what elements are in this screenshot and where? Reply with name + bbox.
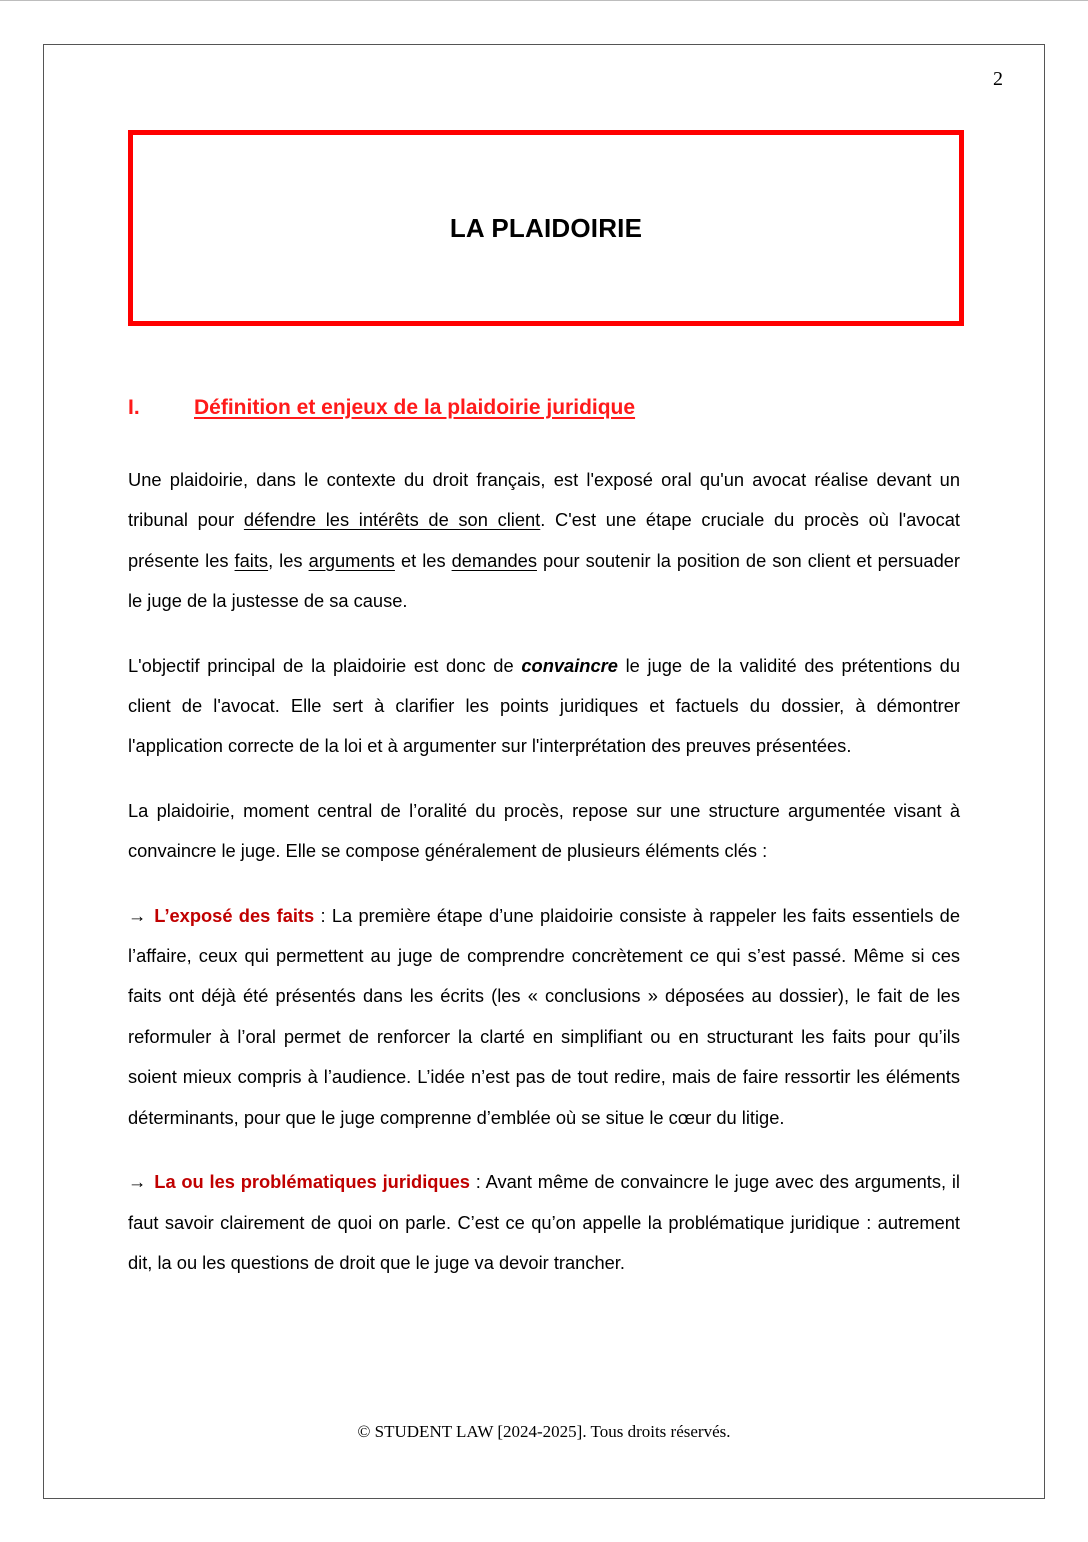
text-run: pour soutenir la position de son client et persuader le juge de la justesse de sa cause.: [128, 549, 961, 612]
arrow-icon: →: [128, 904, 147, 926]
underlined-term: demandes: [451, 549, 537, 571]
section-number: I.: [128, 396, 140, 419]
underlined-term: arguments: [308, 549, 395, 571]
text-run: . C'est une étape cruciale du procès où l'avocat présente les: [128, 509, 960, 571]
underlined-term: défendre les intérêts de son client: [243, 509, 541, 531]
emphasis-term: convaincre: [521, 654, 618, 676]
top-rule: [0, 0, 1088, 1]
text-run: : La première étape d’une plaidoirie consiste à rappeler les faits essentiels de l’affaire, ceux qui permettent au juge de comprendre concrètement ce qui s’est passé. Même si ces faits ont déjà été présentés dans les écrits (les « conclusions » déposées au dossier), le fait de les reformuler à l’oral permet de renforcer la clarté en simplifiant ou en structurant les faits pour qu’ils soient mieux compris à l’audience. L’idée n’est pas de tout redire, mais de faire ressortir les éléments déterminants, pour que le juge comprenne d’emblée où se situe le cœur du litige.: [128, 904, 960, 1128]
paragraph-objective: [128, 646, 960, 767]
paragraph-problematiques: [128, 1162, 960, 1283]
section-heading: [128, 396, 635, 420]
paragraph-structure: La plaidoirie, moment central de l’oralité du procès, repose sur une structure argumentée visant à convaincre le juge. Elle se compose généralement de plusieurs éléments clés :: [128, 799, 960, 862]
paragraph-expose-faits: [128, 896, 960, 1138]
item-label: L’exposé des faits: [154, 904, 315, 926]
text-run: , les: [268, 549, 309, 571]
text-run: et les: [394, 549, 452, 571]
item-label: La ou les problématiques juridiques: [154, 1171, 470, 1193]
text-run: : Avant même de convaincre le juge avec des arguments, il faut savoir clairement de quoi on parle. C’est ce qu’on appelle la problématique juridique : autrement dit, la ou les questions de droit que le juge va devoir trancher.: [128, 1171, 960, 1273]
content: [128, 460, 960, 1307]
paragraph-definition: [128, 460, 960, 622]
title-box: [128, 130, 964, 326]
underlined-term: faits: [234, 549, 269, 571]
page-title: LA PLAIDOIRIE: [449, 212, 643, 243]
section-title: Définition et enjeux de la plaidoirie juridique: [194, 396, 636, 419]
text-run: le juge de la validité des prétentions du client de l'avocat. Elle sert à clarifier les points juridiques et factuels du dossier, à démontrer l'application correcte de la loi et à argumenter sur l'interprétation des preuves présentées.: [128, 654, 960, 757]
page-number: 2: [993, 68, 1003, 90]
text-run: Une plaidoirie, dans le contexte du droit français, est l'exposé oral qu'un avocat réalise devant un tribunal pour: [128, 469, 960, 531]
copyright-footer: © STUDENT LAW [2024-2025]. Tous droits réservés.: [357, 1422, 731, 1441]
text-run: L'objectif principal de la plaidoirie est donc de: [128, 654, 522, 676]
arrow-icon: →: [128, 1171, 147, 1193]
